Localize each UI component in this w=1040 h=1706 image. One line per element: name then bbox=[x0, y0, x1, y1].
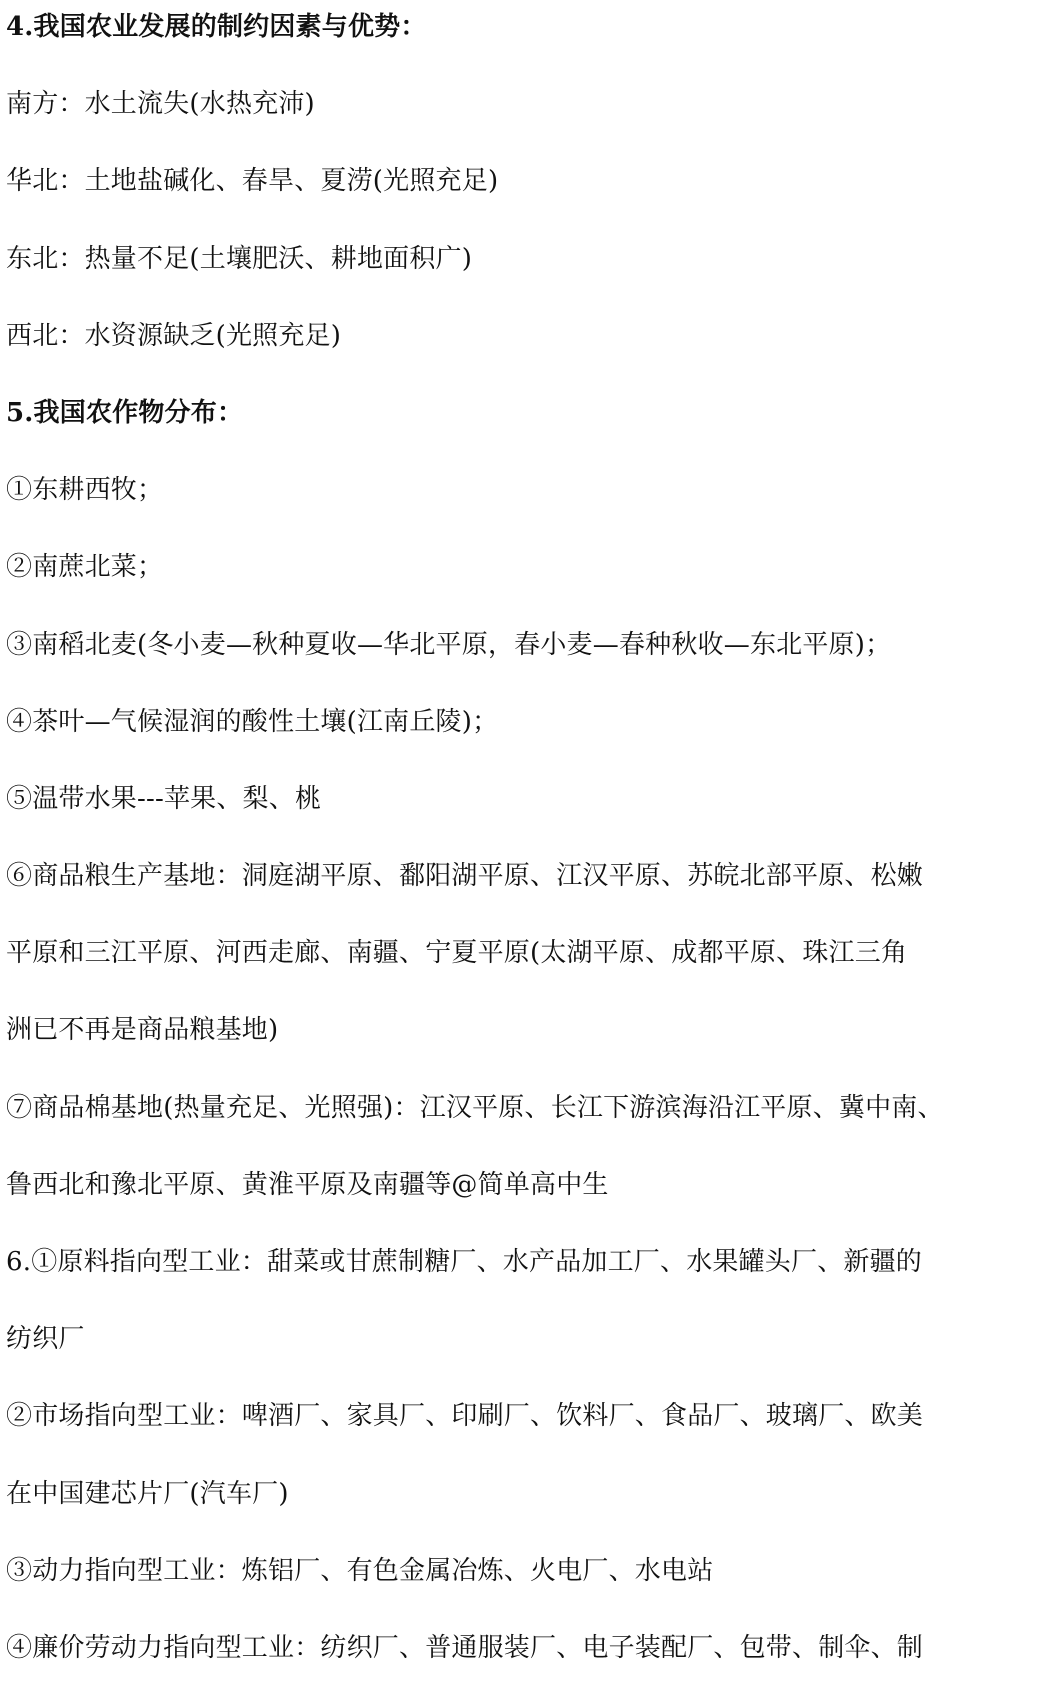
heading-section-4: 4.我国农业发展的制约因素与优势： bbox=[6, 12, 427, 42]
text-line: 平原和三江平原、河西走廊、南疆、宁夏平原(太湖平原、成都平原、珠江三角 bbox=[6, 938, 908, 969]
text-line: ②南蔗北菜； bbox=[6, 552, 164, 583]
text-line-section-6: 6.①原料指向型工业：甜菜或甘蔗制糖厂、水产品加工厂、水果罐头厂、新疆的 bbox=[6, 1247, 923, 1277]
text-line: ③动力指向型工业：炼铝厂、有色金属冶炼、火电厂、水电站 bbox=[6, 1555, 714, 1586]
text-line: 西北：水资源缺乏(光照充足) bbox=[6, 320, 342, 351]
text-line: 纺织厂 bbox=[6, 1324, 85, 1355]
text-line: ④廉价劳动力指向型工业：纺织厂、普通服装厂、电子装配厂、包带、制伞、制 bbox=[6, 1632, 924, 1663]
text-line: 洲已不再是商品粮基地) bbox=[6, 1015, 279, 1046]
text-line: ④茶叶—气候湿润的酸性土壤(江南丘陵)； bbox=[6, 706, 499, 737]
text-line: 东北：热量不足(土壤肥沃、耕地面积广) bbox=[6, 243, 473, 274]
text-line: 华北：土地盐碱化、春旱、夏涝(光照充足) bbox=[6, 166, 499, 197]
heading-section-5: 5.我国农作物分布： bbox=[6, 397, 244, 428]
text-line: ⑦商品棉基地(热量充足、光照强)：江汉平原、长江下游滨海沿江平原、冀中南、 bbox=[6, 1092, 944, 1123]
text-line: 在中国建芯片厂(汽车厂) bbox=[6, 1478, 289, 1509]
text-line: ①东耕西牧； bbox=[6, 475, 164, 506]
text-line: ⑤温带水果---苹果、梨、桃 bbox=[6, 783, 322, 814]
text-line: 鲁西北和豫北平原、黄淮平原及南疆等@简单高中生 bbox=[6, 1169, 609, 1200]
text-line: ③南稻北麦(冬小麦—秋种夏收—华北平原，春小麦—春种秋收—东北平原)； bbox=[6, 629, 892, 660]
text-line: 南方：水土流失(水热充沛) bbox=[6, 89, 315, 120]
text-line: ②市场指向型工业：啤酒厂、家具厂、印刷厂、饮料厂、食品厂、玻璃厂、欧美 bbox=[6, 1401, 924, 1432]
text-line: ⑥商品粮生产基地：洞庭湖平原、鄱阳湖平原、江汉平原、苏皖北部平原、松嫩 bbox=[6, 861, 924, 892]
